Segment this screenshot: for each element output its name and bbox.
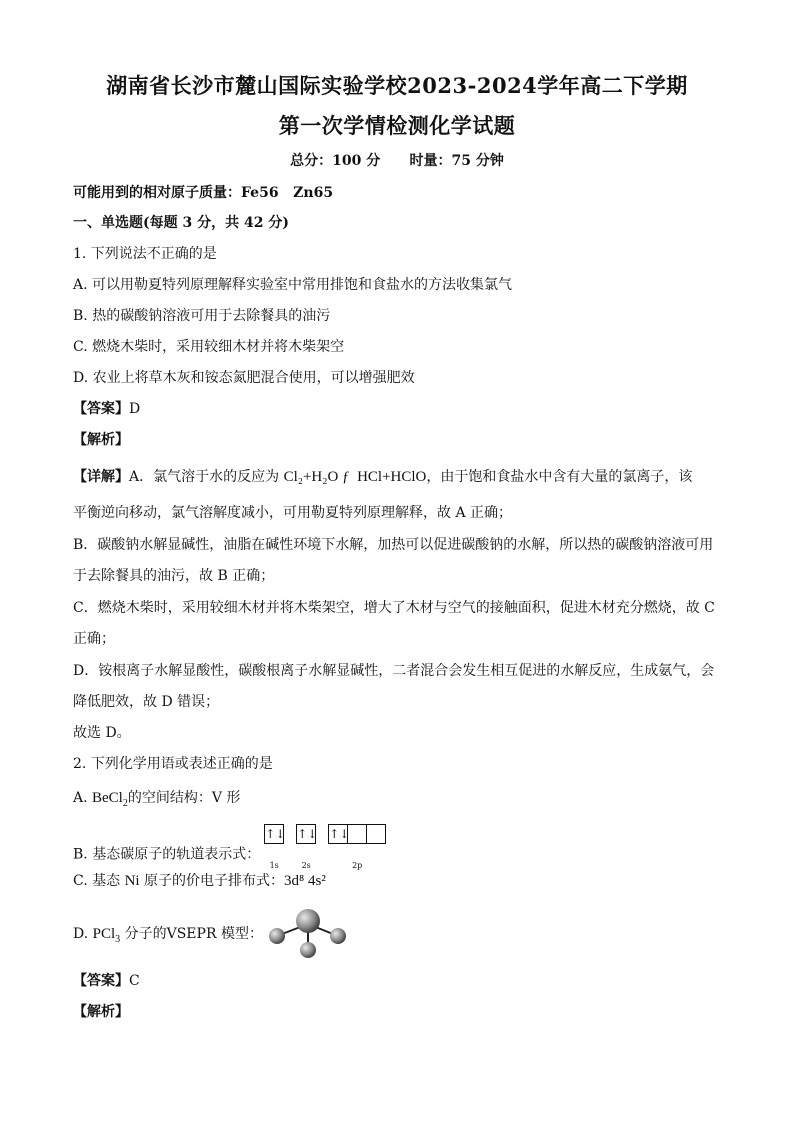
orbital-label: 2s: [301, 861, 311, 870]
detail-label: 【详解】: [73, 469, 129, 485]
q1-detail-a-line1: [73, 467, 692, 487]
orbital-box: ↑↓: [328, 824, 348, 844]
q2-option-a: A. BeCl$_2$的空间结构：V 形: [73, 790, 241, 809]
q2-analysis-label: 【解析】: [73, 1004, 129, 1020]
q1-detail-a-line2: 平衡逆向移动，氯气溶解度减小，可用勒夏特列原理解释，故 A 正确；: [73, 505, 513, 521]
q1-analysis-label: 【解析】: [73, 432, 129, 448]
becl2-formula: BeCl$_2$: [92, 790, 128, 809]
q2-option-b: B. 基态碳原子的轨道表示式： ↑↓ 1s ↑↓ 2s ↑↓ 2p: [73, 824, 386, 864]
q1-option-c: C. 燃烧木柴时，采用较细木材并将木柴架空: [73, 339, 345, 355]
q1-conclusion: 故选 D。: [73, 725, 131, 741]
electron-configuration: 3d⁸ 4s²: [284, 873, 326, 889]
answer-label: 【答案】: [73, 973, 129, 989]
orbital-group-2p: [328, 824, 386, 885]
exam-title-line2: 第一次学情检测化学试题: [278, 113, 516, 138]
atomic-mass-note: 可能用到的相对原子质量：Fe56 Zn65: [73, 185, 334, 201]
q1-answer: [73, 399, 140, 419]
element-ni: Ni: [124, 873, 140, 889]
exam-title-line1: 湖南省长沙市麓山国际实验学校2023-2024学年高二下学期: [106, 73, 688, 98]
orbital-box: [347, 824, 367, 844]
atom-sphere: [269, 928, 285, 944]
orbital-label: 2p: [352, 861, 363, 870]
q1-option-b: B. 热的碳酸钠溶液可用于去除餐具的油污: [73, 308, 331, 324]
orbital-box: [366, 824, 386, 844]
answer-value: C: [129, 973, 140, 989]
q1-detail-d-line2: 降低肥效，故 D 错误；: [73, 694, 220, 710]
central-atom-sphere: [296, 909, 320, 933]
q1-detail-b-line1: B．碳酸钠水解显碱性，油脂在碱性环境下水解，加热可以促进碳酸钠的水解，所以热的碳酸钠溶液可用: [73, 537, 714, 553]
q1-option-d: D. 农业上将草木灰和铵态氮肥混合使用，可以增强肥效: [73, 370, 415, 386]
section-heading: 一、单选题(每题 3 分，共 42 分): [73, 215, 289, 231]
orbital-box: ↑↓: [296, 824, 316, 844]
q1-detail-b-line2: 于去除餐具的油污，故 B 正确；: [73, 568, 275, 584]
q2-stem: 2. 下列化学用语或表述正确的是: [73, 756, 273, 772]
answer-value: D: [129, 401, 141, 417]
answer-label: 【答案】: [73, 401, 129, 417]
q2-answer: [73, 971, 140, 991]
q2-option-c: C. 基态 Ni 原子的价电子排布式：3d⁸ 4s²: [73, 873, 326, 889]
q1-detail-c-line1: C．燃烧木柴时，采用较细木材并将木柴架空，增大了木材与空气的接触面积，促进木材充分燃烧，故 C: [73, 600, 715, 616]
atom-sphere: [300, 942, 316, 958]
atom-sphere: [330, 928, 346, 944]
q1-detail-d-line1: D．铵根离子水解显酸性，碳酸根离子水解显碱性，二者混合会发生相互促进的水解反应，生成氨气，会: [73, 663, 715, 679]
score-time-info: 总分：100 分 时量：75 分钟: [290, 153, 504, 169]
vsepr-model-image: [262, 902, 352, 962]
detail-a-equation: Cl₂+H₂O ƒ HCl+HClO: [283, 469, 427, 485]
orbital-label: 1s: [269, 861, 279, 870]
q1-detail-c-line2: 正确；: [73, 631, 115, 647]
detail-a-pre: A．氯气溶于水的反应为: [129, 469, 284, 485]
q1-option-a: A. 可以用勒夏特列原理解释实验室中常用排饱和食盐水的方法收集氯气: [73, 277, 513, 293]
pcl3-formula: PCl$_3$: [92, 926, 121, 945]
orbital-box: ↑↓: [264, 824, 284, 844]
q2-option-d: D. PCl$_3$ 分子的VSEPR 模型：: [73, 926, 263, 945]
detail-a-post: ，由于饱和食盐水中含有大量的氯离子，该: [426, 469, 693, 485]
q1-stem: 1. 下列说法不正确的是: [73, 246, 217, 262]
